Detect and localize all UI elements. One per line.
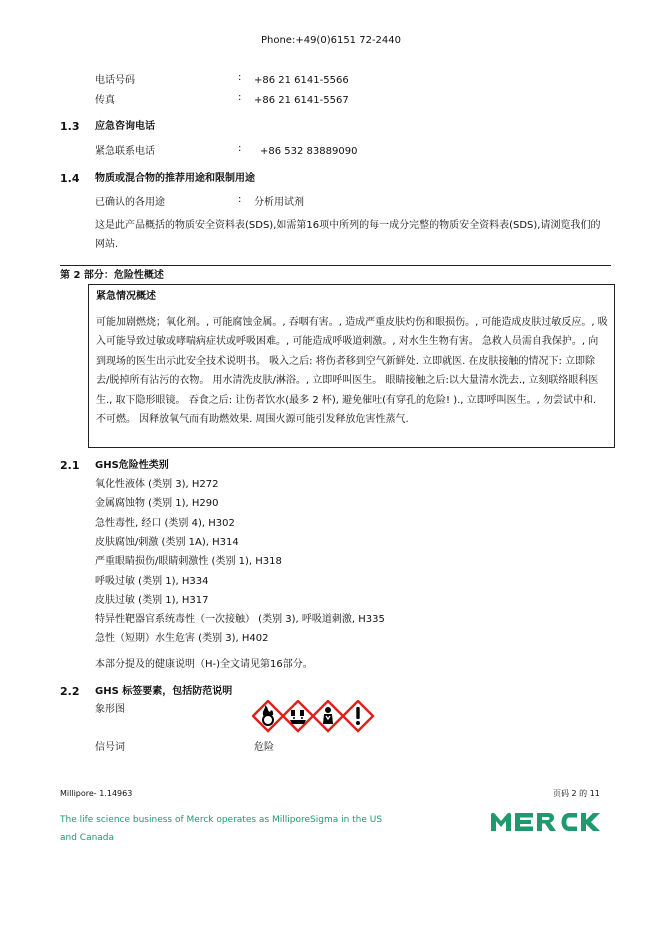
emergency-overview-title: 紧急情况概述 — [96, 291, 156, 302]
section-divider — [60, 265, 611, 266]
section-title: 应急咨询电话 — [95, 121, 155, 132]
tel-value: +86 21 6141-5566 — [254, 75, 349, 86]
part2-title: 第 2 部分：危险性概述 — [60, 270, 164, 281]
section-number: 1.3 — [60, 120, 80, 133]
emergency-value: +86 532 83889090 — [260, 146, 358, 157]
hazard-class-item: 严重眼睛损伤/眼睛刺激性 (类别 1), H318 — [95, 556, 282, 567]
section-number: 2.1 — [60, 459, 80, 472]
pictogram-label: 象形图 — [95, 704, 125, 715]
section-title: 物质或混合物的推荐用途和限制用途 — [95, 173, 255, 184]
hazard-class-item: 金属腐蚀物 (类别 1), H290 — [95, 498, 219, 509]
hazard-class-item: 呼吸过敏 (类别 1), H334 — [95, 576, 209, 587]
ghs-pictograms — [252, 700, 376, 734]
sds-note-paragraph: 这是此产品概括的物质安全资料表(SDS),如需第16项中所列的每一成分完整的物质安全资料表(SDS),请浏览我们的网站. — [95, 220, 601, 250]
hazard-class-item: 氧化性液体 (类别 3), H272 — [95, 479, 219, 490]
health-hazard-icon — [313, 701, 343, 731]
footer-product: Millipore- 1.14963 — [60, 789, 133, 798]
footer-page-number: 页码 2 的 11 — [553, 789, 600, 798]
emergency-label: 紧急联系电话 — [95, 146, 155, 157]
hazard-class-item: 皮肤过敏 (类别 1), H317 — [95, 595, 209, 606]
colon: : — [238, 143, 242, 154]
section-number: 2.2 — [60, 685, 80, 698]
section-title: GHS 标签要素，包括防范说明 — [95, 686, 233, 697]
fax-label: 传真 — [95, 95, 115, 106]
signal-word-value: 危险 — [254, 742, 274, 753]
tel-label: 电话号码 — [95, 75, 135, 86]
header-phone: Phone:+49(0)6151 72-2440 — [260, 35, 402, 46]
section-number: 1.4 — [60, 172, 80, 185]
flame-over-circle-icon — [253, 701, 283, 731]
section-title: GHS危险性类别 — [95, 460, 169, 471]
colon: : — [238, 194, 242, 205]
h-statement-note: 本部分提及的健康说明（H-)全文请见第16部分。 — [95, 659, 313, 670]
merck-logo — [489, 811, 616, 833]
hazard-class-item: 特异性靶器官系统毒性（一次接触） (类别 3), 呼吸道刺激, H335 — [95, 614, 385, 625]
exclamation-icon — [343, 701, 373, 731]
fax-value: +86 21 6141-5567 — [254, 95, 349, 106]
hazard-class-item: 急性（短期）水生危害 (类别 3), H402 — [95, 633, 269, 644]
hazard-class-item: 急性毒性, 经口 (类别 4), H302 — [95, 518, 235, 529]
colon: : — [238, 92, 242, 103]
emergency-overview-text: 可能加剧燃烧；氧化剂。, 可能腐蚀金属。, 吞咽有害。, 造成严重皮肤灼伤和眼损伤。, 可能造成皮肤过敏反应。, 吸入可能导致过敏或哮喘病症状或呼吸困难。, 可能造成呼吸道刺激。, 对水生生物有害。 急救人员需自我保护。, 向到现场的医生出示此安全技术说明书。 吸入之后: 将伤者移到空气新鲜处. 立即就医. 在皮肤接触的情况下: 立即除去/脱掉所有沾污的衣物。 用水清洗皮肤/淋浴。, 立即呼叫医生。 眼睛接触之后:以大量清水洗去., 立刻联络眼科医生., 取下隐形眼镜。 吞食之后: 让伤者饮水(最多 2 杯), 避免催吐(有穿孔的危险! )., 立即呼叫医生。, 勿尝试中和. 不可燃。 因释放氧气而有助燃效果. 周围火源可能引发释放危害性蒸气. — [96, 317, 608, 426]
use-label: 已确认的各用途 — [95, 197, 165, 208]
corrosion-icon — [283, 701, 313, 731]
footer-tagline: The life science business of Merck operates as MilliporeSigma in the US — [60, 815, 383, 825]
signal-word-label: 信号词 — [95, 742, 125, 753]
hazard-class-item: 皮肤腐蚀/刺激 (类别 1A), H314 — [95, 537, 239, 548]
colon: : — [238, 72, 242, 83]
use-value: 分析用试剂 — [254, 197, 304, 208]
footer-tagline: and Canada — [60, 833, 115, 843]
